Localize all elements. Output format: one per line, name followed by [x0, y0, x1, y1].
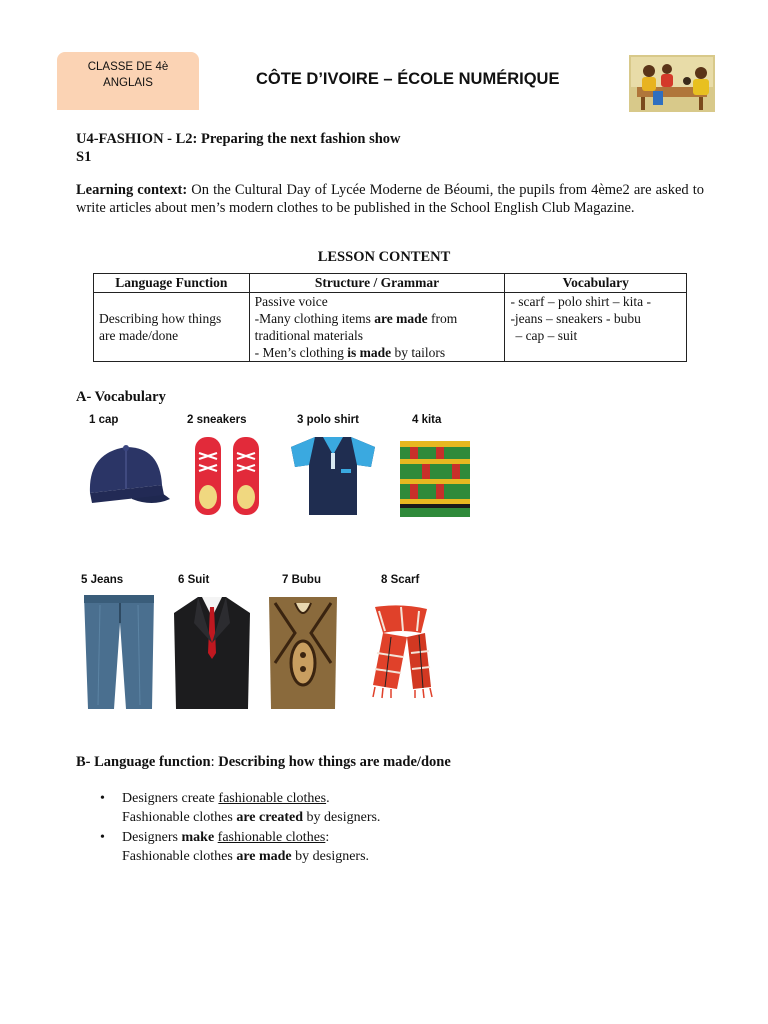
session-label: S1	[76, 149, 92, 165]
unit-title: U4-FASHION - L2: Preparing the next fashion show	[76, 131, 401, 147]
grammar-line	[255, 344, 500, 361]
example-underlined: fashionable clothes	[217, 830, 326, 845]
bullet-icon: •	[100, 830, 105, 845]
lf-heading-text: Describing how things are made/done	[218, 754, 451, 770]
example-text: .	[326, 791, 330, 806]
vocab-label-cap: 1 cap	[89, 414, 119, 426]
example-text: by designers.	[291, 849, 370, 864]
vocab-label-bubu: 7 Bubu	[282, 574, 321, 586]
list-item	[122, 828, 329, 847]
polo-shirt-image	[287, 433, 373, 519]
class-badge	[57, 52, 199, 110]
grammar-text: -Many clothing items	[254, 311, 375, 326]
grammar-text: by tailors	[391, 345, 446, 360]
example-emphasis: are made	[236, 849, 292, 864]
badge-subject: ANGLAIS	[103, 77, 153, 89]
grammar-emphasis: are made	[374, 311, 428, 326]
vocab-label-scarf: 8 Scarf	[381, 574, 420, 586]
context-label: Learning context:	[76, 182, 188, 198]
example-text: Fashionable clothes	[122, 849, 237, 864]
sneakers-image	[183, 433, 269, 519]
vocabulary-cell	[505, 293, 687, 362]
kita-cloth-image	[392, 433, 478, 519]
vocab-label-polo-shirt: 3 polo shirt	[297, 414, 359, 426]
vocab-line: – cap – suit	[515, 328, 578, 343]
grammar-line: Passive voice	[254, 294, 328, 309]
example-text: by designers.	[303, 810, 381, 825]
vocab-line: -jeans – sneakers - bubu	[510, 311, 641, 326]
list-item	[122, 789, 330, 808]
example-text: Designers	[122, 830, 182, 845]
vocab-label-suit: 6 Suit	[178, 574, 210, 586]
lf-heading-label: B- Language function	[76, 754, 211, 770]
cap-image	[82, 433, 168, 519]
header-structure-grammar: Structure / Grammar	[249, 274, 505, 293]
table-row	[94, 293, 687, 362]
list-item	[122, 847, 369, 866]
grammar-line	[255, 310, 500, 327]
suit-image	[172, 593, 252, 711]
grammar-line: traditional materials	[254, 328, 363, 343]
grammar-emphasis: is made	[347, 345, 392, 360]
table-header-row	[94, 274, 687, 293]
bubu-image	[265, 593, 341, 711]
vocab-label-sneakers: 2 sneakers	[187, 414, 247, 426]
bullet-icon: •	[100, 791, 105, 806]
grammar-text: from	[427, 311, 458, 326]
grammar-text: - Men’s clothing	[254, 345, 348, 360]
badge-class: CLASSE DE 4è	[87, 61, 169, 73]
example-emphasis: are created	[236, 810, 304, 825]
lesson-content-table	[93, 273, 687, 362]
function-line: Describing how things	[99, 311, 222, 326]
scarf-image	[355, 603, 447, 699]
grammar-cell	[249, 293, 505, 362]
example-text: Fashionable clothes	[122, 810, 237, 825]
lf-heading-sep: :	[210, 754, 219, 770]
jeans-image	[80, 593, 160, 711]
header-vocabulary: Vocabulary	[505, 274, 687, 293]
vocabulary-heading: A- Vocabulary	[76, 389, 166, 405]
classroom-logo-image	[629, 55, 715, 112]
language-function-heading	[76, 754, 451, 771]
vocab-label-kita: 4 kita	[412, 414, 442, 426]
function-cell	[94, 293, 250, 362]
example-text: :	[325, 830, 330, 845]
vocab-line: - scarf – polo shirt – kita -	[510, 294, 652, 309]
learning-context	[76, 181, 704, 217]
context-text: On the Cultural Day of Lycée Moderne de Béoumi, the pupils from 4ème2 are asked to write articles about men’s modern clothes to be published in the School English Club Magazine.	[76, 182, 704, 216]
list-item	[122, 808, 380, 827]
vocab-label-jeans: 5 Jeans	[81, 574, 124, 586]
lesson-content-heading: LESSON CONTENT	[317, 249, 451, 265]
example-text: Designers create	[122, 791, 219, 806]
header-language-function: Language Function	[94, 274, 250, 293]
example-emphasis: make	[181, 830, 215, 845]
function-line: are made/done	[99, 328, 179, 343]
example-underlined: fashionable clothes	[218, 791, 327, 806]
page-title: CÔTE D’IVOIRE – ÉCOLE NUMÉRIQUE	[256, 70, 560, 88]
